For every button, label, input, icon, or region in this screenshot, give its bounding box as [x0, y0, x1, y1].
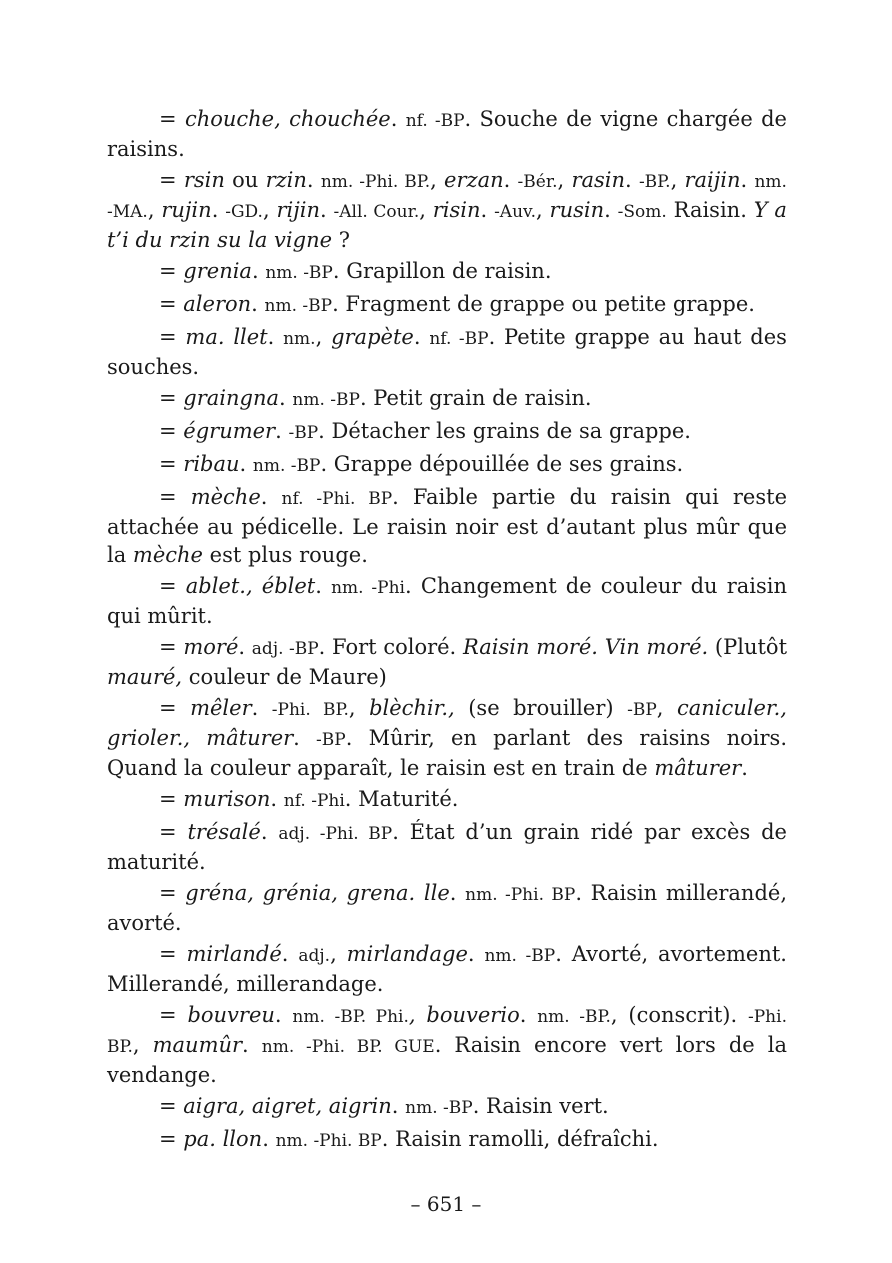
- dictionary-entry: [107, 417, 787, 447]
- entry-text: =: [159, 485, 191, 509]
- entry-abbrev: -BP: [627, 700, 657, 720]
- entry-text: =: [159, 787, 184, 811]
- entry-abbrev: nf. -Phi: [283, 791, 345, 811]
- entry-text: . Maturité.: [344, 787, 459, 811]
- entry-text: . Fort coloré.: [318, 635, 463, 659]
- entry-abbrev: -BP.: [638, 172, 671, 192]
- dictionary-entry: [107, 483, 787, 569]
- entry-abbrev: -BP: [316, 730, 346, 750]
- entry-term: pa. llon: [183, 1127, 263, 1151]
- entry-text: .: [279, 386, 293, 410]
- entry-term: mèche: [132, 543, 203, 567]
- entry-text: couleur de Maure): [182, 665, 387, 689]
- dictionary-entry: [107, 1125, 787, 1155]
- entry-text: =: [159, 259, 184, 283]
- entry-text: .: [251, 259, 266, 283]
- entry-text: .: [293, 726, 317, 750]
- entry-text: .: [604, 198, 618, 222]
- entry-text: .: [519, 1003, 538, 1027]
- entry-term: gréna, grénia, grena. lle: [185, 881, 450, 905]
- entry-text: =: [159, 386, 184, 410]
- entry-text: Raisin.: [666, 198, 754, 222]
- entry-term: ribau: [183, 452, 240, 476]
- entry-term: Raisin moré. Vin moré.: [462, 635, 709, 659]
- entry-text: .: [239, 452, 253, 476]
- entry-text: .: [740, 168, 755, 192]
- entry-text: =: [159, 574, 186, 598]
- entry-text: . Raisin millerandé, avorté.: [107, 881, 787, 935]
- entry-abbrev: nf. -Phi. BP: [281, 489, 393, 509]
- entry-text: ?: [332, 228, 350, 252]
- page-text: [107, 105, 787, 1158]
- entry-text: .: [503, 168, 518, 192]
- entry-text: =: [159, 452, 184, 476]
- entry-term: grenia: [183, 259, 252, 283]
- entry-term: rasin: [571, 168, 626, 192]
- entry-text: =: [159, 168, 184, 192]
- entry-text: .: [467, 942, 485, 966]
- entry-abbrev: nm. -BP. Phi.: [292, 1007, 409, 1027]
- entry-text: ou: [224, 168, 266, 192]
- entry-abbrev: nm. -Phi. BP. GUE: [261, 1037, 435, 1057]
- entry-abbrev: nm. -BP: [405, 1098, 473, 1118]
- entry-term: risin: [432, 198, 481, 222]
- entry-text: .: [251, 696, 272, 720]
- entry-term: bouvreu: [187, 1003, 275, 1027]
- entry-term: ma. llet: [185, 325, 268, 349]
- entry-text: .: [270, 787, 284, 811]
- entry-text: .: [625, 168, 639, 192]
- entry-term: graingna: [183, 386, 280, 410]
- entry-abbrev: nm.: [283, 329, 316, 349]
- entry-text: . Raisin encore vert lors de la vendange.: [107, 1033, 787, 1087]
- entry-abbrev: nm. -BP: [292, 390, 360, 410]
- dictionary-entry: [107, 785, 787, 815]
- entry-abbrev: nf. -BP: [429, 329, 489, 349]
- entry-text: ,: [430, 168, 445, 192]
- dictionary-entry: [107, 384, 787, 414]
- entry-text: =: [159, 1127, 184, 1151]
- entry-text: ,: [557, 168, 572, 192]
- entry-text: .: [281, 942, 299, 966]
- entry-term: maumûr: [152, 1033, 243, 1057]
- entry-text: . Souche de vigne chargée de raisins.: [107, 107, 787, 161]
- entry-text: . Raisin vert.: [472, 1094, 609, 1118]
- entry-text: .: [390, 107, 406, 131]
- entry-text: . Grapillon de raisin.: [332, 259, 552, 283]
- entry-abbrev: adj.: [298, 946, 331, 966]
- dictionary-entry: [107, 290, 787, 320]
- entry-text: .: [413, 325, 430, 349]
- entry-text: ,: [536, 198, 550, 222]
- entry-text: .: [260, 485, 282, 509]
- entry-text: . Mûrir, en parlant des raisins noirs. Quand la couleur apparaît, le raisin est en train de: [107, 726, 787, 780]
- entry-term: bouverio: [426, 1003, 520, 1027]
- entry-abbrev: -Auv.: [494, 202, 537, 222]
- entry-text: ,: [670, 168, 685, 192]
- entry-term: rusin: [549, 198, 605, 222]
- entry-text: est plus rouge.: [202, 543, 368, 567]
- dictionary-entry: [107, 879, 787, 937]
- entry-text: . Petit grain de raisin.: [359, 386, 592, 410]
- entry-text: ,: [147, 198, 162, 222]
- entry-text: =: [159, 1003, 188, 1027]
- entry-abbrev: -Phi. BP.: [107, 1007, 787, 1057]
- entry-abbrev: nm. -Phi: [331, 578, 405, 598]
- entry-term: mâturer: [654, 756, 742, 780]
- entry-term: mirlandage: [346, 942, 468, 966]
- entry-term: égrumer: [183, 419, 276, 443]
- entry-abbrev: nf. -BP: [405, 111, 465, 131]
- dictionary-entry: [107, 105, 787, 163]
- entry-abbrev: -Phi. BP.: [271, 700, 349, 720]
- entry-text: . Faible partie du raisin qui reste attachée au pédicelle. Le raisin noir est d’autant plus mûr que la: [107, 485, 787, 567]
- entry-text: ,: [315, 325, 332, 349]
- entry-abbrev: nm. -MA.: [107, 172, 787, 222]
- entry-text: .: [391, 1094, 406, 1118]
- entry-abbrev: -Bér.: [517, 172, 558, 192]
- entry-term: mêler: [190, 696, 252, 720]
- entry-text: =: [159, 635, 184, 659]
- dictionary-entry: [107, 323, 787, 381]
- entry-abbrev: nm. -Phi. BP.: [320, 172, 431, 192]
- entry-text: . État d’un grain ridé par excès de maturité.: [107, 820, 787, 874]
- page-number: – 651 –: [410, 1192, 482, 1216]
- entry-text: .: [480, 198, 495, 222]
- entry-term: ,: [408, 1003, 427, 1027]
- dictionary-entry: [107, 1001, 787, 1089]
- entry-term: caniculer., grioler., mâturer: [107, 696, 787, 750]
- entry-text: .: [274, 1003, 293, 1027]
- entry-text: ,: [330, 942, 347, 966]
- entry-text: ,: [262, 198, 277, 222]
- entry-text: .: [211, 198, 226, 222]
- entry-text: . Raisin ramolli, défraîchi.: [381, 1127, 659, 1151]
- entry-text: .: [315, 574, 332, 598]
- dictionary-entry: [107, 450, 787, 480]
- entry-term: blèchir.,: [369, 696, 455, 720]
- entry-term: mèche: [190, 485, 261, 509]
- entry-text: .: [320, 198, 334, 222]
- entry-text: =: [159, 696, 191, 720]
- dictionary-entry: [107, 572, 787, 630]
- dictionary-entry: [107, 257, 787, 287]
- entry-text: =: [159, 107, 185, 131]
- dictionary-entry: [107, 633, 787, 691]
- entry-term: murison: [183, 787, 271, 811]
- entry-text: . Détacher les grains de sa grappe.: [318, 419, 691, 443]
- entry-text: .: [741, 756, 748, 780]
- entry-term: aleron: [183, 292, 252, 316]
- entry-text: .: [306, 168, 321, 192]
- entry-text: .: [262, 1127, 276, 1151]
- dictionary-entry: [107, 166, 787, 254]
- entry-term: trésalé: [187, 820, 261, 844]
- entry-term: rujin: [161, 198, 212, 222]
- entry-abbrev: adj. -BP: [251, 639, 319, 659]
- entry-abbrev: -Som.: [617, 202, 667, 222]
- entry-term: grapète: [331, 325, 414, 349]
- entry-text: . Grappe dépouillée de ses grains.: [320, 452, 684, 476]
- entry-text: =: [159, 1094, 184, 1118]
- entry-text: =: [159, 820, 188, 844]
- entry-text: .: [260, 820, 279, 844]
- entry-term: mauré,: [107, 665, 183, 689]
- entry-abbrev: adj. -Phi. BP: [278, 824, 393, 844]
- entry-text: ,: [132, 1033, 153, 1057]
- entry-text: . Fragment de grappe ou petite grappe.: [332, 292, 755, 316]
- entry-abbrev: nm. -BP: [252, 456, 321, 476]
- entry-text: .: [275, 419, 289, 443]
- entry-text: . Petite grappe au haut des souches.: [107, 325, 787, 379]
- dictionary-entry: [107, 940, 787, 998]
- entry-text: .: [242, 1033, 262, 1057]
- entry-abbrev: nm. -BP: [484, 946, 556, 966]
- entry-text: , (conscrit).: [610, 1003, 748, 1027]
- entry-text: .: [251, 292, 265, 316]
- entry-text: =: [159, 942, 187, 966]
- entry-abbrev: -GD.: [225, 202, 263, 222]
- entry-term: Y a t’i du rzin su la vigne: [107, 198, 787, 252]
- entry-abbrev: nm. -BP.: [537, 1007, 611, 1027]
- entry-text: ,: [419, 198, 433, 222]
- entry-term: raijin: [684, 168, 741, 192]
- entry-abbrev: -All. Cour.: [333, 202, 420, 222]
- entry-text: . Changement de couleur du raisin qui mûrit.: [107, 574, 787, 628]
- entry-term: erzan: [444, 168, 504, 192]
- entry-abbrev: nm. -Phi. BP: [275, 1131, 382, 1151]
- entry-term: rsin: [183, 168, 225, 192]
- entry-text: (Plutôt: [708, 635, 788, 659]
- dictionary-entry: [107, 1092, 787, 1122]
- entry-text: .: [238, 635, 252, 659]
- entry-term: chouche, chouchée: [184, 107, 391, 131]
- entry-abbrev: nm. -Phi. BP: [465, 885, 576, 905]
- entry-abbrev: nm. -BP: [264, 296, 333, 316]
- entry-abbrev: nm. -BP: [265, 263, 333, 283]
- entry-term: ablet., éblet: [185, 574, 316, 598]
- entry-text: =: [159, 419, 184, 443]
- entry-term: rijin: [276, 198, 320, 222]
- entry-abbrev: -BP: [288, 423, 319, 443]
- entry-text: =: [159, 325, 186, 349]
- dictionary-entry: [107, 818, 787, 876]
- entry-text: =: [159, 292, 184, 316]
- entry-term: moré: [183, 635, 239, 659]
- entry-text: (se brouiller): [454, 696, 628, 720]
- entry-text: .: [449, 881, 466, 905]
- entry-text: ,: [656, 696, 677, 720]
- dictionary-entry: [107, 694, 787, 782]
- entry-text: .: [267, 325, 284, 349]
- entry-text: . Avorté, avortement. Millerandé, millerandage.: [107, 942, 787, 996]
- entry-text: ,: [348, 696, 370, 720]
- entry-term: mirlandé: [186, 942, 282, 966]
- entry-term: rzin: [265, 168, 307, 192]
- entry-text: =: [159, 881, 186, 905]
- entry-term: aigra, aigret, aigrin: [183, 1094, 392, 1118]
